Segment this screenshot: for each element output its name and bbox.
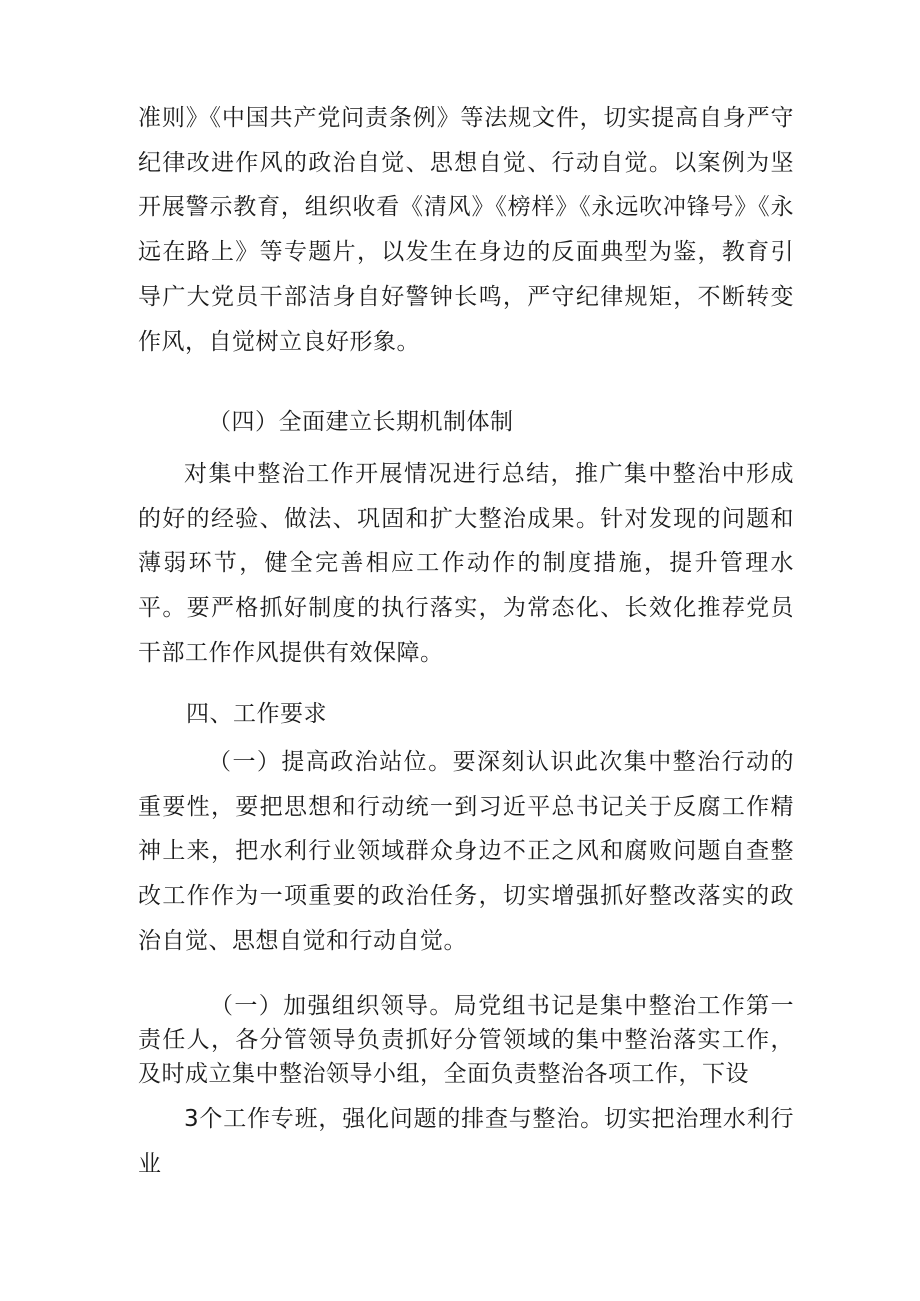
paragraph-organization-leadership: （一）加强组织领导。局党组书记是集中整治工作第一责任人，各分管领导负责抓好分管领域的集中整治落实工作，及时成立集中整治领导小组，全面负责整治各项工作，下设 xyxy=(138,993,794,1087)
paragraph-political-stance: （一）提高政治站位。要深刻认识此次集中整治行动的重要性，要把思想和行动统一到习近平总书记关于反腐工作精神上来，把水利行业领域群众身边不正之风和腐败问题自查整改工作作为一项重要的政治任务，切实增强抓好整改落实的政治自觉、思想自觉和行动自觉。 xyxy=(138,749,794,954)
paragraph-summary-mechanism: 对集中整治工作开展情况进行总结，推广集中整治中形成的好的经验、做法、巩固和扩大整治成果。针对发现的问题和薄弱环节，健全完善相应工作动作的制度措施，提升管理水平。要严格抓好制度的执行落实，为常态化、长效化推荐党员干部工作作风提供有效保障。 xyxy=(138,461,794,666)
paragraph-work-teams: 3个工作专班，强化问题的排查与整治。切实把治理水利行业 xyxy=(138,1106,794,1177)
subheading-long-term-mechanism: （四）全面建立长期机制体制 xyxy=(208,409,514,435)
section-heading-work-requirements: 四、工作要求 xyxy=(186,701,327,727)
paragraph-discipline-education: 准则》《中国共产党问责条例》等法规文件，切实提高自身严守纪律改进作风的政治自觉、思想自觉、行动自觉。以案例为坚开展警示教育，组织收看《清风》《榜样》《永远吹冲锋号》《永远在路上》等专题片，以发生在身边的反面典型为鉴，教育引导广大党员干部洁身自好警钟长鸣，严守纪律规矩，不断转变作风，自觉树立良好形象。 xyxy=(138,105,794,355)
